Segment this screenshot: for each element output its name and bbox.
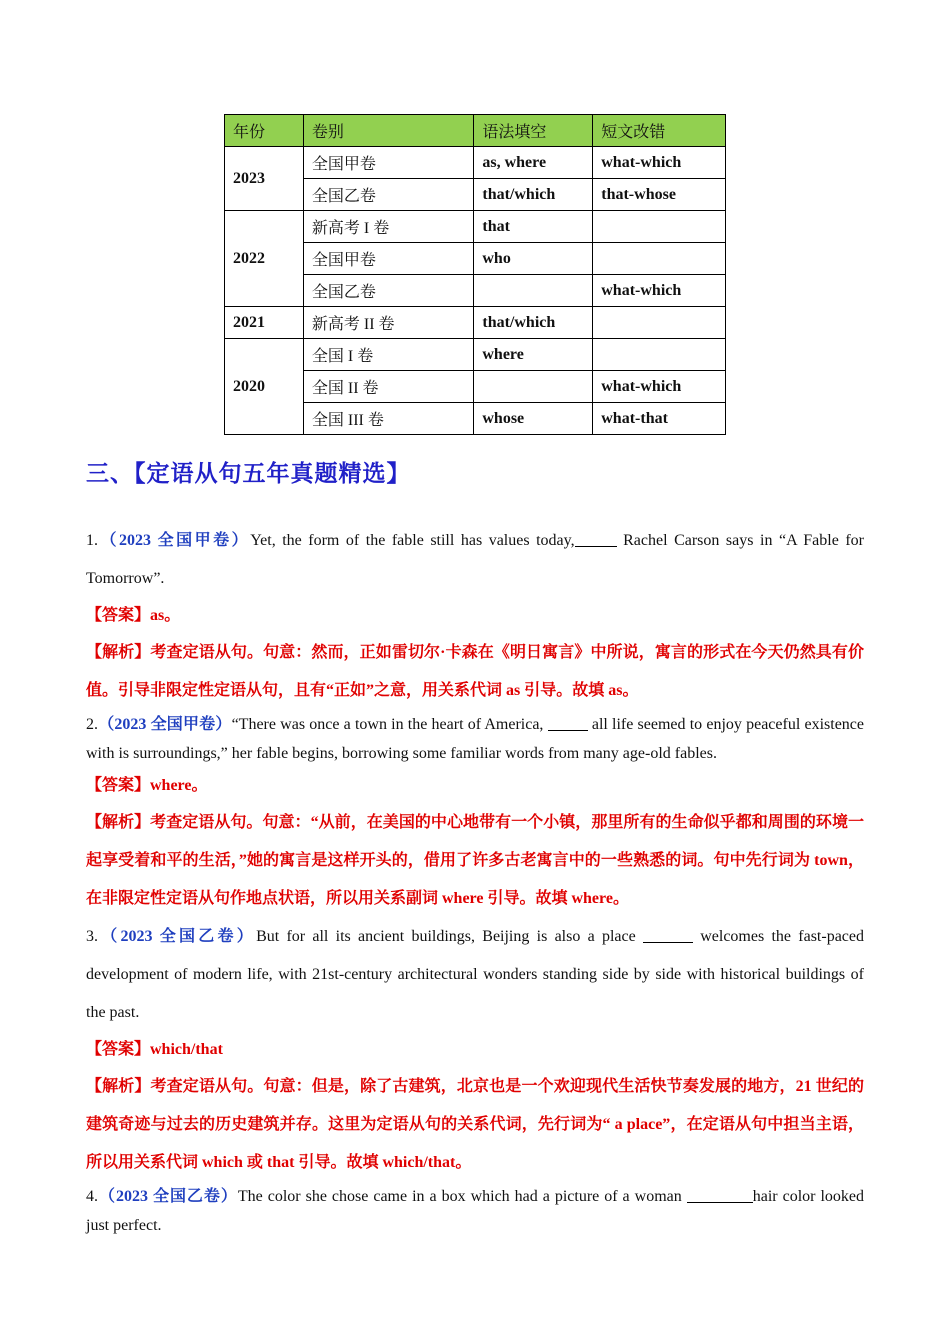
- question-source: （2023 全国甲卷）: [98, 716, 232, 733]
- explanation-3: 【解析】考查定语从句。句意：但是，除了古建筑，北京也是一个欢迎现代生活快节奏发展的地方，21 世纪的建筑奇迹与过去的历史建筑并存。这里为定语从句的关系代词，先行词为“ a place”，在定语从句中担当主语，所以用关系代词 which 或 that 引导。故填 which/that。: [86, 1078, 864, 1171]
- header-year: 年份: [225, 115, 304, 147]
- answer-2: 【答案】where。: [86, 777, 208, 794]
- question-3: [86, 918, 864, 1032]
- table-row: [225, 211, 726, 243]
- correction-cell: what-that: [593, 403, 726, 435]
- correction-cell: what-which: [593, 275, 726, 307]
- answer-blank: [548, 714, 588, 731]
- paper-cell: 全国 I 卷: [303, 339, 473, 371]
- exam-statistics-table: [224, 114, 726, 435]
- table-row: [225, 307, 726, 339]
- question-text-after: welcomes the fast-paced development of modern life, with 21st-century architectural wonders standing side by side with historical buildings of the past.: [86, 928, 864, 1021]
- grammar-cell: that/which: [474, 179, 593, 211]
- questions-list: [86, 522, 864, 1240]
- table-row: [225, 147, 726, 179]
- grammar-cell: [474, 275, 593, 307]
- question-number: 2.: [86, 716, 98, 733]
- question-number: 1.: [86, 532, 98, 549]
- question-2: [86, 710, 864, 768]
- question-text-after: Rachel Carson says in “A Fable for Tomorrow”.: [86, 532, 864, 587]
- year-cell: 2023: [225, 147, 304, 211]
- question-text-before: Yet, the form of the fable still has values today,: [250, 532, 575, 549]
- answer-blank: [643, 926, 693, 943]
- question-source: （2023 全国甲卷）: [98, 532, 251, 549]
- question-number: 4.: [86, 1188, 98, 1205]
- correction-cell: [593, 211, 726, 243]
- section-heading: 三、【定语从句五年真题精选】: [86, 461, 411, 487]
- grammar-cell: [474, 371, 593, 403]
- paper-cell: 全国乙卷: [303, 179, 473, 211]
- year-cell: 2020: [225, 339, 304, 435]
- grammar-cell: that: [474, 211, 593, 243]
- answer-blank: [687, 1186, 753, 1203]
- question-text-after: hair color looked just perfect.: [86, 1188, 865, 1234]
- answer-1: 【答案】as。: [86, 607, 181, 624]
- grammar-cell: as, where: [474, 147, 593, 179]
- correction-cell: [593, 339, 726, 371]
- question-text-before: But for all its ancient buildings, Beijing is also a place: [256, 928, 643, 945]
- question-text-after: all life seemed to enjoy peaceful existence with is surroundings,” her fable begins, borrowing some familiar words from many age-old fables.: [86, 716, 864, 762]
- paper-cell: 全国 II 卷: [303, 371, 473, 403]
- paper-cell: 新高考 II 卷: [303, 307, 473, 339]
- question-number: 3.: [86, 928, 98, 945]
- paper-cell: 全国 III 卷: [303, 403, 473, 435]
- header-paper: 卷别: [303, 115, 473, 147]
- explanation-1: 【解析】考查定语从句。句意：然而，正如雷切尔·卡森在《明日寓言》中所说，寓言的形式在今天仍然具有价值。引导非限定性定语从句，且有“正如”之意，用关系代词 as 引导。故填 as。: [86, 644, 864, 699]
- correction-cell: that-whose: [593, 179, 726, 211]
- correction-cell: [593, 243, 726, 275]
- correction-cell: [593, 307, 726, 339]
- paper-cell: 新高考 I 卷: [303, 211, 473, 243]
- table-header-row: [225, 115, 726, 147]
- question-source: （2023 全国乙卷）: [98, 1188, 238, 1205]
- paper-cell: 全国乙卷: [303, 275, 473, 307]
- header-error-correction: 短文改错: [593, 115, 726, 147]
- grammar-cell: who: [474, 243, 593, 275]
- year-cell: 2022: [225, 211, 304, 307]
- question-1: [86, 522, 864, 598]
- grammar-cell: that/which: [474, 307, 593, 339]
- correction-cell: what-which: [593, 147, 726, 179]
- explanation-2: 【解析】考查定语从句。句意：“从前，在美国的中心地带有一个小镇，那里所有的生命似乎都和周围的环境一起享受着和平的生活，”她的寓言是这样开头的，借用了许多古老寓言中的一些熟悉的词。句中先行词为 town，在非限定性定语从句作地点状语，所以用关系副词 where 引导。故填 where。: [86, 814, 864, 907]
- year-cell: 2021: [225, 307, 304, 339]
- question-text-before: “There was once a town in the heart of America,: [231, 716, 548, 733]
- paper-cell: 全国甲卷: [303, 147, 473, 179]
- header-grammar-fill: 语法填空: [474, 115, 593, 147]
- grammar-cell: where: [474, 339, 593, 371]
- table-row: [225, 339, 726, 371]
- answer-3: 【答案】which/that: [86, 1041, 223, 1058]
- answer-blank: [575, 530, 617, 547]
- question-4: [86, 1182, 864, 1240]
- correction-cell: what-which: [593, 371, 726, 403]
- grammar-cell: whose: [474, 403, 593, 435]
- question-text-before: The color she chose came in a box which had a picture of a woman: [237, 1188, 687, 1205]
- question-source: （2023 全国乙卷）: [98, 928, 257, 945]
- paper-cell: 全国甲卷: [303, 243, 473, 275]
